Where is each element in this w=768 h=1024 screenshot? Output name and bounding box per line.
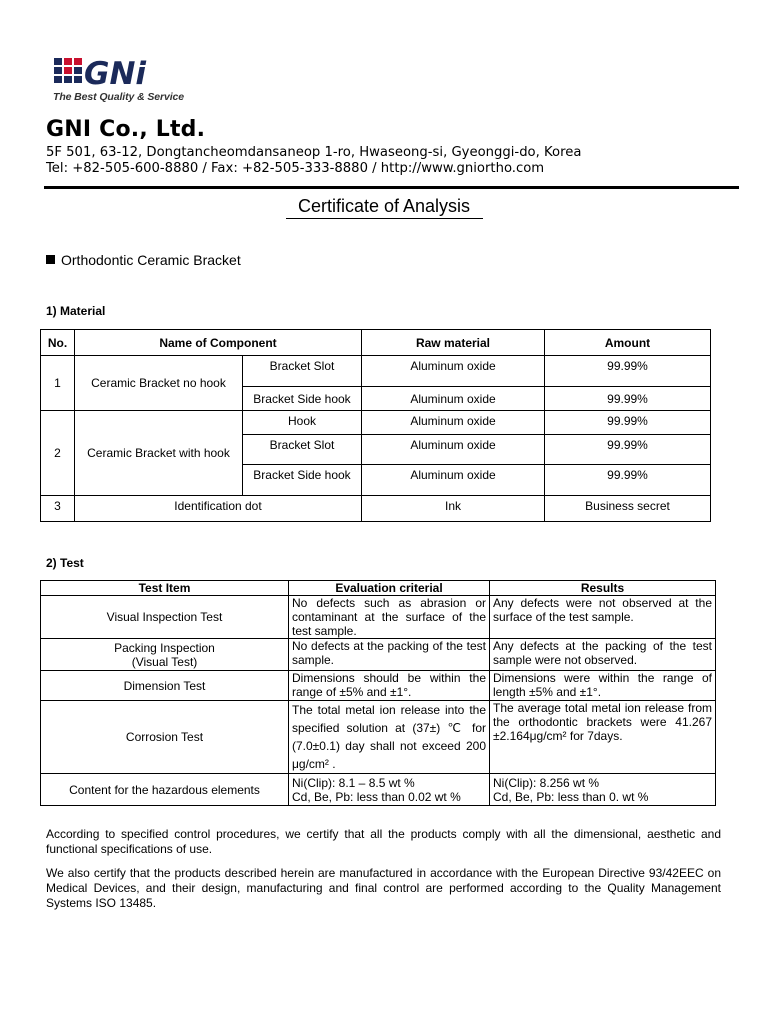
cell-no: 2 — [41, 411, 75, 496]
test-heading: 2) Test — [46, 556, 84, 570]
cell-results: Dimensions were within the range of length ±5% and ±1°. — [490, 671, 716, 701]
cell-component: Ceramic Bracket with hook — [75, 411, 243, 496]
cell-amount: 99.99% — [545, 411, 711, 435]
cell-component: Identification dot — [75, 496, 362, 522]
table-row — [41, 356, 711, 387]
criteria-line: Ni(Clip): 8.1 – 8.5 wt % — [292, 775, 415, 790]
logo-tagline: The Best Quality & Service — [53, 91, 185, 103]
cell-raw: Aluminum oxide — [362, 387, 545, 411]
table-row — [41, 496, 711, 522]
table-row — [41, 639, 716, 671]
cell-results: The average total metal ion release from the orthodontic brackets were 41.267 ±2.164μg/cm² for 7days. — [490, 701, 716, 774]
results-line: Ni(Clip): 8.256 wt % — [493, 775, 600, 790]
table-header-row — [41, 330, 711, 356]
col-header-test-item: Test Item — [41, 581, 289, 596]
company-contact: Tel: +82-505-600-8880 / Fax: +82-505-333-8880 / http://www.gniortho.com — [46, 161, 545, 176]
cell-criteria: No defects such as abrasion or contaminant at the surface of the test sample. — [289, 596, 490, 639]
table-row — [41, 411, 711, 435]
header-divider — [44, 186, 739, 189]
cell-raw: Aluminum oxide — [362, 435, 545, 465]
cell-results — [490, 774, 716, 806]
cell-criteria: The total metal ion release into the specified solution at (37±) ℃ for (7.0±0.1) day shall not exceed 200 μg/cm² . — [289, 701, 490, 774]
material-table — [40, 329, 711, 522]
cell-part: Bracket Side hook — [243, 465, 362, 496]
cell-criteria: Dimensions should be within the range of ±5% and ±1°. — [289, 671, 490, 701]
product-line — [46, 252, 241, 268]
material-heading: 1) Material — [46, 304, 106, 318]
cell-no: 3 — [41, 496, 75, 522]
col-header-results: Results — [490, 581, 716, 596]
col-header-no: No. — [41, 330, 75, 356]
col-header-name: Name of Component — [75, 330, 362, 356]
cell-raw: Aluminum oxide — [362, 411, 545, 435]
cell-test-item: Visual Inspection Test — [41, 596, 289, 639]
test-table — [40, 580, 716, 806]
cell-results: Any defects were not observed at the surface of the test sample. — [490, 596, 716, 639]
table-header-row — [41, 581, 716, 596]
cell-criteria: No defects at the packing of the test sample. — [289, 639, 490, 671]
test-item-line: (Visual Test) — [131, 654, 198, 669]
product-name: Orthodontic Ceramic Bracket — [61, 252, 241, 268]
cell-results: Any defects at the packing of the test sample were not observed. — [490, 639, 716, 671]
cell-no: 1 — [41, 356, 75, 411]
cell-raw: Ink — [362, 496, 545, 522]
cell-criteria — [289, 774, 490, 806]
document-title: Certificate of Analysis — [297, 196, 471, 216]
cell-part: Bracket Slot — [243, 356, 362, 387]
cell-test-item: Content for the hazardous elements — [41, 774, 289, 806]
results-line: Cd, Be, Pb: less than 0. wt % — [493, 789, 649, 804]
cell-test-item: Corrosion Test — [41, 701, 289, 774]
title-underline — [286, 218, 483, 219]
square-bullet-icon — [46, 255, 55, 264]
col-header-amount: Amount — [545, 330, 711, 356]
certification-paragraph: According to specified control procedures, we certify that all the products comply with all the dimensional, aesthetic and functional specifications of use. — [46, 827, 721, 856]
cell-part: Bracket Side hook — [243, 387, 362, 411]
certification-paragraph: We also certify that the products described herein are manufactured in accordance with the European Directive 93/42EEC on Medical Devices, and their design, manufacturing and final control are performed according to the Quality Management Systems ISO 13485. — [46, 866, 721, 910]
table-row — [41, 671, 716, 701]
table-row — [41, 596, 716, 639]
cell-amount: 99.99% — [545, 465, 711, 496]
cell-part: Bracket Slot — [243, 435, 362, 465]
cell-amount: Business secret — [545, 496, 711, 522]
table-row — [41, 774, 716, 806]
logo-wordmark: GNi — [84, 56, 147, 92]
cell-component: Ceramic Bracket no hook — [75, 356, 243, 411]
cell-test-item — [41, 639, 289, 671]
cell-raw: Aluminum oxide — [362, 465, 545, 496]
cell-amount: 99.99% — [545, 435, 711, 465]
table-row — [41, 701, 716, 774]
logo-mark-icon — [54, 58, 82, 83]
cell-amount: 99.99% — [545, 356, 711, 387]
company-address: 5F 501, 63-12, Dongtancheomdansaneop 1-ro, Hwaseong-si, Gyeonggi-do, Korea — [46, 145, 582, 160]
col-header-raw: Raw material — [362, 330, 545, 356]
cell-raw: Aluminum oxide — [362, 356, 545, 387]
cell-test-item: Dimension Test — [41, 671, 289, 701]
cell-amount: 99.99% — [545, 387, 711, 411]
criteria-line: Cd, Be, Pb: less than 0.02 wt % — [292, 789, 461, 804]
cell-part: Hook — [243, 411, 362, 435]
col-header-criteria: Evaluation criterial — [289, 581, 490, 596]
company-name: GNI Co., Ltd. — [46, 117, 206, 142]
test-item-line: Packing Inspection — [114, 640, 215, 655]
